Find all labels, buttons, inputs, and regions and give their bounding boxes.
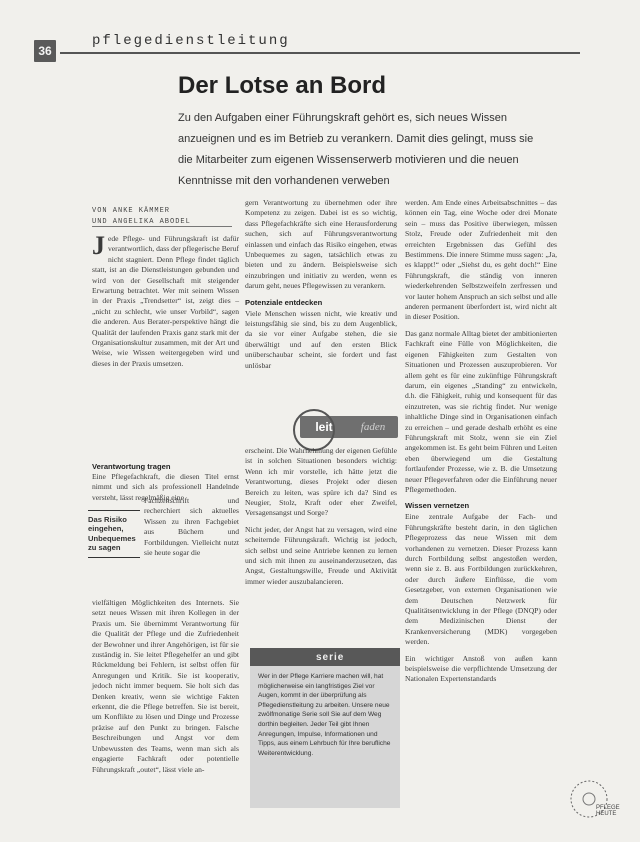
article-title: Der Lotse an Bord bbox=[178, 72, 387, 99]
logo-text-left: leit bbox=[315, 420, 333, 434]
series-box-text: Wer in der Pflege Karriere machen will, hat möglicherweise ein langfristiges Ziel vor Augen, kommt in der überprüfung als Pflegedienstleitung zu arbeiten. Unsere neue zwölfmonatige Serie soll Sie auf dem Weg dorthin begleiten. Jeder Teil gibt Ihnen Anregungen, Impulse, Informationen und Tipps, aus einem Lehrbuch für Ihre berufliche Weiterentwicklung. bbox=[258, 673, 391, 757]
paragraph: werden. Am Ende eines Arbeitsabschnittes – das können ein Tag, eine Woche oder drei Monate sein – muss das Positive überwiegen, müssen Stolz, Freude oder Zufriedenheit mit den erreichten Ergebnissen das Gefühl des Bestimmens. Die innere Stimme muss sagen: „Ja, es klappt!“ oder „Siehst du, es geht doch!“ Eine Führungskraft, die ständig von inneren wiederkehrenden Selbstzweifeln zerfressen und vor lauter hohem Anspruch an sich selbst und alle anderen permanent überfordert ist, wird nicht alt in dieser Position. bbox=[405, 198, 557, 322]
article-lead: Zu den Aufgaben einer Führungskraft gehört es, sich neues Wissen anzueignen und es im Betrieb zu verankern. Damit dies gelingt, muss sie die Mitarbeiter zum eigenen Wissenserwerb motivieren und die neuen Kenntnisse mit den vorhandenen verweben bbox=[178, 112, 534, 187]
paragraph: Eine zentrale Aufgabe der Fach- und Führungskräfte besteht darin, in den täglichen Pflegeprozess das neue Wissen mit dem vorhandenen zu vernetzen. Dieser Prozess kann durch Fortbildung selbst angestoßen werden, wenn sie z. B. aus Fortbildungen zurückkehren, oder durch äußere Einflüsse, die vom Gesetzgeber, von externen Organisationen wie dem Deutschen Netzwerk für Qualitätsentwicklung in der Pflege (DNQP) oder dem Medizinischen Dienst der Krankenversicherung (MDK) vorgegeben werden. bbox=[405, 512, 557, 647]
stamp-text: PFLEGE HEUTE bbox=[596, 805, 620, 817]
paragraph-text: ede Pflege- und Führungskraft ist dafür verantwortlich, dass der pflegerische Beruf nicht stagniert. Denn Pflege findet täglich statt, ist an die Dienstleistungen gebunden und wird von der Gesellschaft mit steigender Erwartung betrachtet. Wer mit seinem Wissen in der Praxis „Trendsetter“ ist, zeigt dies – „nicht zu schlecht, wie unser Vorbild“, sagen die anderen. Aus Berater-perspektive hängt die Qualität der laufenden Praxis ganz stark mit der Organisationskultur zusammen, mit der Art und Weise, wie Wissen weitergegeben wird und dieses in der Praxis umsetzen. bbox=[92, 234, 239, 368]
byline-author-2: UND ANGELIKA ABODEL bbox=[92, 218, 191, 227]
series-box bbox=[250, 648, 400, 808]
series-box-title: serie bbox=[250, 648, 400, 666]
logo-text-right: faden bbox=[360, 421, 386, 433]
paragraph: Ein wichtiger Anstoß von außen kann beispielsweise die verpflichtende Umsetzung der Nationalen Expertenstandards bbox=[405, 653, 557, 684]
drop-cap: J bbox=[92, 231, 105, 260]
column-2 bbox=[245, 198, 397, 377]
paragraph: Das ganz normale Alltag bietet der ambitionierten Fachkraft eine Fülle von Möglichkeiten, die eigenen Fähigkeiten zum Gestalten von Situationen und Prozessen auszuprobieren. Vor allem geht es für eine zukünftige Führungskraft darum, ein eigenes „Standing“ zu entwickeln, d.h. die Fähigkeit, ruhig und konsequent für das einzutreten, was sie richtig findet. Nur wenige inhaltliche Dinge sind in Organisationen einfach zu erreichen – und gerade deshalb erhöht es eine Führungskraft mit Stolz, wenn sie ein Ziel angekommen ist. Es geht beim Führen und Leiten eben überwiegend um die Gestaltung fortlaufender Prozesse, wie z. B. die Umsetzung neuer Pflegeverfahren oder die Einführung neuer Pflegemethoden. bbox=[405, 328, 557, 494]
paragraph: Nicht jeder, der Angst hat zu versagen, wird eine scheiternde Führungskraft. Wichtig ist jedoch, sich selbst und seine Antriebe kennen zu lernen und sich mit ihnen zu auseinanderzusetzen, das Angst, Gestaltungswille, Freude und Aktivität immer wieder auszubalancieren. bbox=[245, 524, 397, 586]
column-3 bbox=[405, 198, 557, 691]
header-rule bbox=[60, 52, 580, 54]
subheading: Verantwortung tragen bbox=[92, 462, 171, 471]
paragraph-wrap: Fachzeitschrift und recherchiert sich aktuelles Wissen zu ihren Fachgebiet aus Büchern und Fortbildungen. Vielleicht nutzt sie heute sogar die bbox=[144, 496, 239, 558]
leitfaden-logo bbox=[300, 416, 398, 438]
logo-ring-icon bbox=[293, 409, 335, 451]
byline-rule bbox=[92, 226, 232, 227]
pull-quote: Das Risiko eingehen, Unbequemes zu sagen bbox=[88, 510, 140, 558]
page-number: 36 bbox=[34, 40, 56, 62]
subheading: Wissen vernetzen bbox=[405, 501, 470, 511]
column-2-continued bbox=[245, 446, 397, 593]
subheading: Potenziale entdecken bbox=[245, 297, 323, 307]
paragraph bbox=[92, 231, 239, 369]
section-label: pflegedienstleitung bbox=[92, 33, 290, 49]
paragraph: vielfältigen Möglichkeiten des Internets. Sie setzt neues Wissen mit ihren Kollegen in der Praxis um. Sie übernimmt Verantwortung für die Qualität der Pflege und die Zufriedenheit der Bewohner und ihrer Angehörigen, ist für sie zuständig in. Sie leitet Pflegehelfer an und gibt Rückmeldung bei Fehlern, ist selbst offen für Anregungen und Kritik. Sie ist kooperativ, jedoch nicht immer bequem. Sie holt sich das Denken kreativ, wenn sie wichtige Fakten erkennt, die die Pflege betreffen. Sie ist bereit, um Konflikte zu lösen und Dinge und Prozesse präzise auf den Punkt zu bringen. Falsche Beschreibungen und Angst vor dem Unbewussten des Teams, wenn man sich als engagierte Fachkraft oder potentielle Führungskraft „outet“, lässt viele an- bbox=[92, 598, 239, 774]
paragraph: erscheint. Die Wahrnehmung der eigenen Gefühle ist in solchen Situationen besonders wichtig: Wenn ich mir vorstelle, ich hätte jetzt die Verantwortung, dieses Projekt oder diesen Bereich zu leiten, was spüre ich da? Sind es Neugier, Stolz, Kraft oder eher Zweifel, Versagensangst und Sorge? bbox=[245, 446, 397, 518]
column-1 bbox=[92, 231, 239, 375]
byline-author-1: VON ANKE KÄMMER bbox=[92, 207, 171, 215]
paragraph: gern Verantwortung zu übernehmen oder ihre Kompetenz zu zeigen. Dabei ist es so wichtig, dass Pflegefachkräfte sich eine Herausforderung suchen, sich auf Führungsverantwortung einlassen und einfach das Risiko eingehen, etwas Unbequemes zu sagen, tatsächlich etwas zu bieten und zu ändern. Beispielsweise sich einzubringen und initiativ zu werden, wenn es darum geht, neues Pflegewissen zu verankern. bbox=[245, 198, 397, 291]
paragraph: Eine Pflegefachkraft, die diesen Titel ernst nimmt und sich als professionell Handelnde versteht, lässt regelmäßig eine bbox=[92, 472, 239, 502]
paragraph: Viele Menschen wissen nicht, wie kreativ und leistungsfähig sie sind, bis zu dem Augenblick, da sie vor einer Aufgabe stehen, die sie überwältigt und auf den ersten Blick unüberschaubar scheint, sie fordert und fast unlösbar bbox=[245, 308, 397, 370]
